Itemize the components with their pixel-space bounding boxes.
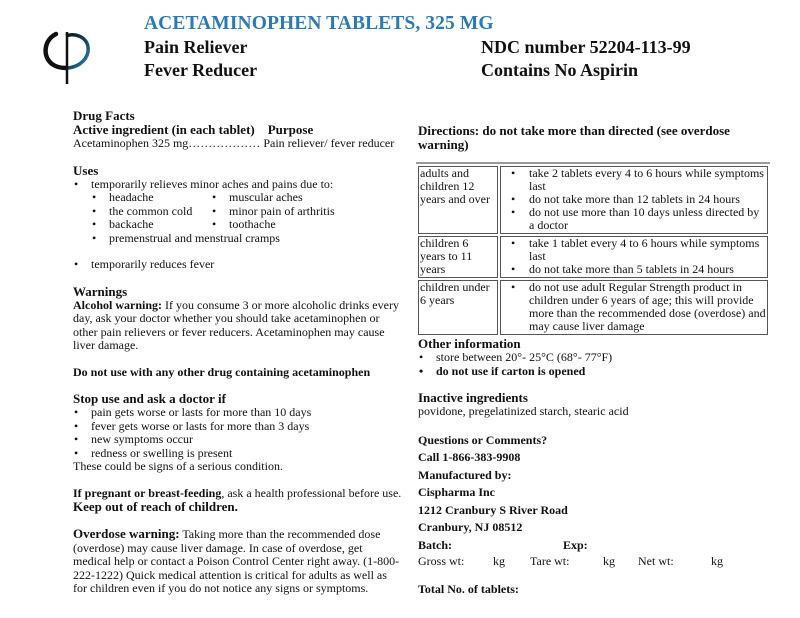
directions-age: children 6 years to 11 years: [418, 236, 498, 278]
directions-age: children under 6 years: [418, 280, 498, 335]
stop-use-item: • fever gets worse or lasts for more than 3 days: [73, 420, 403, 434]
uses-sub-row: [91, 218, 403, 232]
active-heading-label: Active ingredient (in each tablet): [73, 122, 255, 137]
other-info-item: • do not use if carton is opened: [418, 365, 778, 379]
tare-weight-unit: kg: [603, 554, 615, 568]
directions-item: • do not take more than 12 tablets in 24 hours: [505, 193, 766, 206]
stop-use-footer: These could be signs of a serious condition.: [73, 459, 283, 473]
tare-weight-label: Tare wt:: [530, 554, 570, 568]
directions-instructions: [500, 280, 768, 335]
uses-sub-item: • muscular aches: [211, 191, 391, 205]
directions-item: • do not use adult Regular Strength product in children under 6 years of age; this will provide more than the recommended dose (overdose) and may cause liver damage: [505, 281, 766, 333]
directions-age: adults and children 12 years and over: [418, 166, 498, 234]
overdose-warning-label: Overdose warning:: [73, 526, 180, 541]
pregnant-warning-text: , ask a health professional before use.: [221, 485, 402, 500]
gross-weight-label: Gross wt:: [418, 554, 465, 568]
directions-heading: Directions: do not take more than directed (see overdose warning): [418, 123, 730, 152]
other-information-heading: Other information: [418, 336, 521, 351]
stop-use-item: • new symptoms occur: [73, 433, 403, 447]
directions-item: • take 2 tablets every 4 to 6 hours while symptoms last: [505, 167, 766, 193]
directions-row: [418, 166, 768, 234]
uses-sub-item: • toothache: [211, 218, 391, 232]
uses-sub-item: • backache: [91, 218, 211, 232]
overdose-warning-text: Taking more than the recommended dose (overdose) may cause liver damage. In case of overdose, get medical help or contact a Poison Control Center right away. (1-800-222-1222) Quick medical attention is critical for adults as well as for children even if you do not notice any signs or symptoms.: [73, 527, 400, 595]
keep-out-of-reach: Keep out of reach of children.: [73, 499, 238, 514]
pregnant-warning-label: If pregnant or breast-feeding: [73, 485, 222, 500]
stop-use-heading: Stop use and ask a doctor if: [73, 391, 226, 406]
warnings-heading: Warnings: [73, 283, 128, 299]
overdose-warning: [73, 527, 403, 596]
cispharma-logo-icon: [40, 28, 92, 86]
header-no-aspirin: Contains No Aspirin: [481, 60, 639, 80]
gross-weight-unit: kg: [493, 554, 505, 568]
total-tablets-label: Total No. of tablets:: [418, 582, 519, 596]
address-line-1: 1212 Cranbury S River Road: [418, 502, 568, 517]
header-ndc-number: NDC number 52204-113-99: [481, 37, 691, 57]
alcohol-warning: [73, 299, 403, 353]
active-ingredient-heading: [73, 123, 403, 137]
weights-row: [418, 554, 778, 568]
drug-facts-heading: Drug Facts: [73, 108, 135, 123]
left-column: [73, 109, 403, 596]
alcohol-warning-text: If you consume 3 or more alcoholic drinks every day, ask your doctor whether you should take acetaminophen or other pain relievers or fever reducers. Acetaminophen may cause liver damage.: [73, 297, 399, 352]
manufactured-by-label: Manufactured by:: [418, 467, 512, 482]
pregnant-warning: [73, 487, 403, 501]
directions-instructions: [500, 236, 768, 278]
company-name: Cispharma Inc: [418, 485, 496, 499]
uses-sub-item: • minor pain of arthritis: [211, 205, 391, 219]
questions-heading: Questions or Comments?: [418, 432, 548, 447]
inactive-ingredients-text: povidone, pregelatinized starch, stearic acid: [418, 404, 629, 418]
uses-sub-item: • headache: [91, 191, 211, 205]
exp-label: Exp:: [563, 537, 588, 552]
uses-item: • temporarily relieves minor aches and pains due to:: [73, 178, 403, 192]
product-title: ACETAMINOPHEN TABLETS, 325 MG: [144, 13, 494, 34]
directions-row: [418, 280, 768, 335]
header-pain-reliever: Pain Reliever: [144, 37, 248, 57]
stop-use-item: • pain gets worse or lasts for more than 10 days: [73, 406, 403, 420]
purpose-text: Pain reliever/ fever reducer: [260, 136, 395, 150]
alcohol-warning-label: Alcohol warning:: [73, 297, 163, 312]
header-fever-reducer: Fever Reducer: [144, 60, 258, 80]
batch-exp-row: [418, 537, 778, 555]
net-weight-label: Net wt:: [638, 554, 674, 568]
address-line-2: Cranbury, NJ 08512: [418, 520, 523, 534]
stop-use-item: • redness or swelling is present: [73, 447, 403, 461]
net-weight-unit: kg: [711, 554, 723, 568]
uses-sub-list: [91, 191, 403, 245]
other-info-item: • store between 20°- 25°C (68°- 77°F): [418, 351, 778, 365]
active-ingredient-line: [73, 137, 403, 151]
directions-instructions: [500, 166, 768, 234]
uses-sub-row: [91, 205, 403, 219]
batch-label: Batch:: [418, 537, 452, 552]
uses-heading: Uses: [73, 162, 99, 178]
inactive-ingredients-heading: Inactive ingredients: [418, 390, 528, 405]
uses-sub-item: • the common cold: [91, 205, 211, 219]
directions-row: [418, 236, 768, 278]
uses-sub-row: [91, 191, 403, 205]
directions-item: • do not take more than 5 tablets in 24 hours: [505, 263, 766, 276]
directions-item: • do not use more than 10 days unless directed by a doctor: [505, 206, 766, 232]
right-column: [418, 124, 778, 599]
active-ingredient-text: Acetaminophen 325 mg………………: [73, 136, 261, 150]
purpose-heading-label: Purpose: [267, 122, 314, 137]
do-not-use-warning: Do not use with any other drug containing acetaminophen: [73, 364, 371, 379]
directions-table: [416, 162, 770, 337]
uses-sub-item: • premenstrual and menstrual cramps: [91, 232, 403, 246]
directions-item: • take 1 tablet every 4 to 6 hours while symptoms last: [505, 237, 766, 263]
uses-item: • temporarily reduces fever: [73, 258, 403, 272]
call-number: Call 1-866-383-9908: [418, 450, 521, 464]
